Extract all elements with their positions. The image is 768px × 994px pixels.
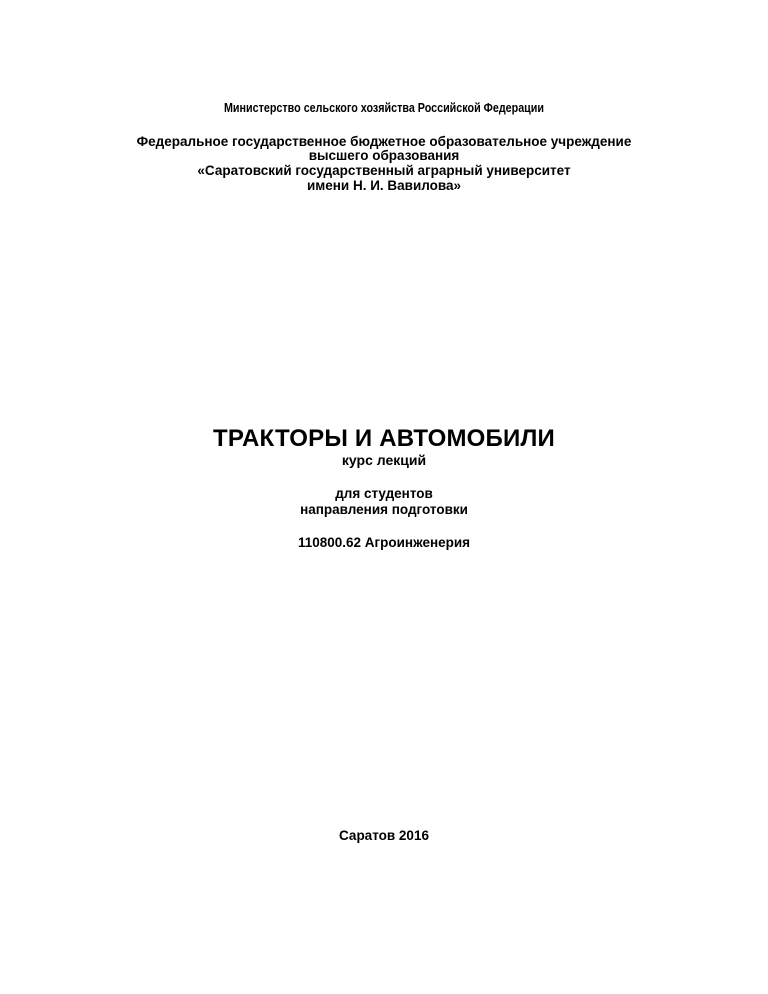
ministry-name: Министерство сельского хозяйства Российской Федерации (223, 101, 545, 115)
institution-line-1: Федеральное государственное бюджетное образовательное учреждение (136, 134, 632, 149)
institution-line-3: «Саратовский государственный аграрный университет (197, 163, 571, 178)
specialty-code: 110800.62 Агроинженерия (297, 535, 471, 550)
institution-line-4: имени Н. И. Вавилова» (306, 178, 462, 193)
audience-line-1: для студентов (335, 486, 433, 501)
audience-line-2: направления подготовки (300, 502, 468, 517)
city-year: Саратов 2016 (339, 828, 429, 843)
document-subtitle: курс лекций (341, 452, 427, 468)
document-title: ТРАКТОРЫ И АВТОМОБИЛИ (213, 425, 555, 452)
institution-line-2: высшего образования (308, 148, 460, 163)
